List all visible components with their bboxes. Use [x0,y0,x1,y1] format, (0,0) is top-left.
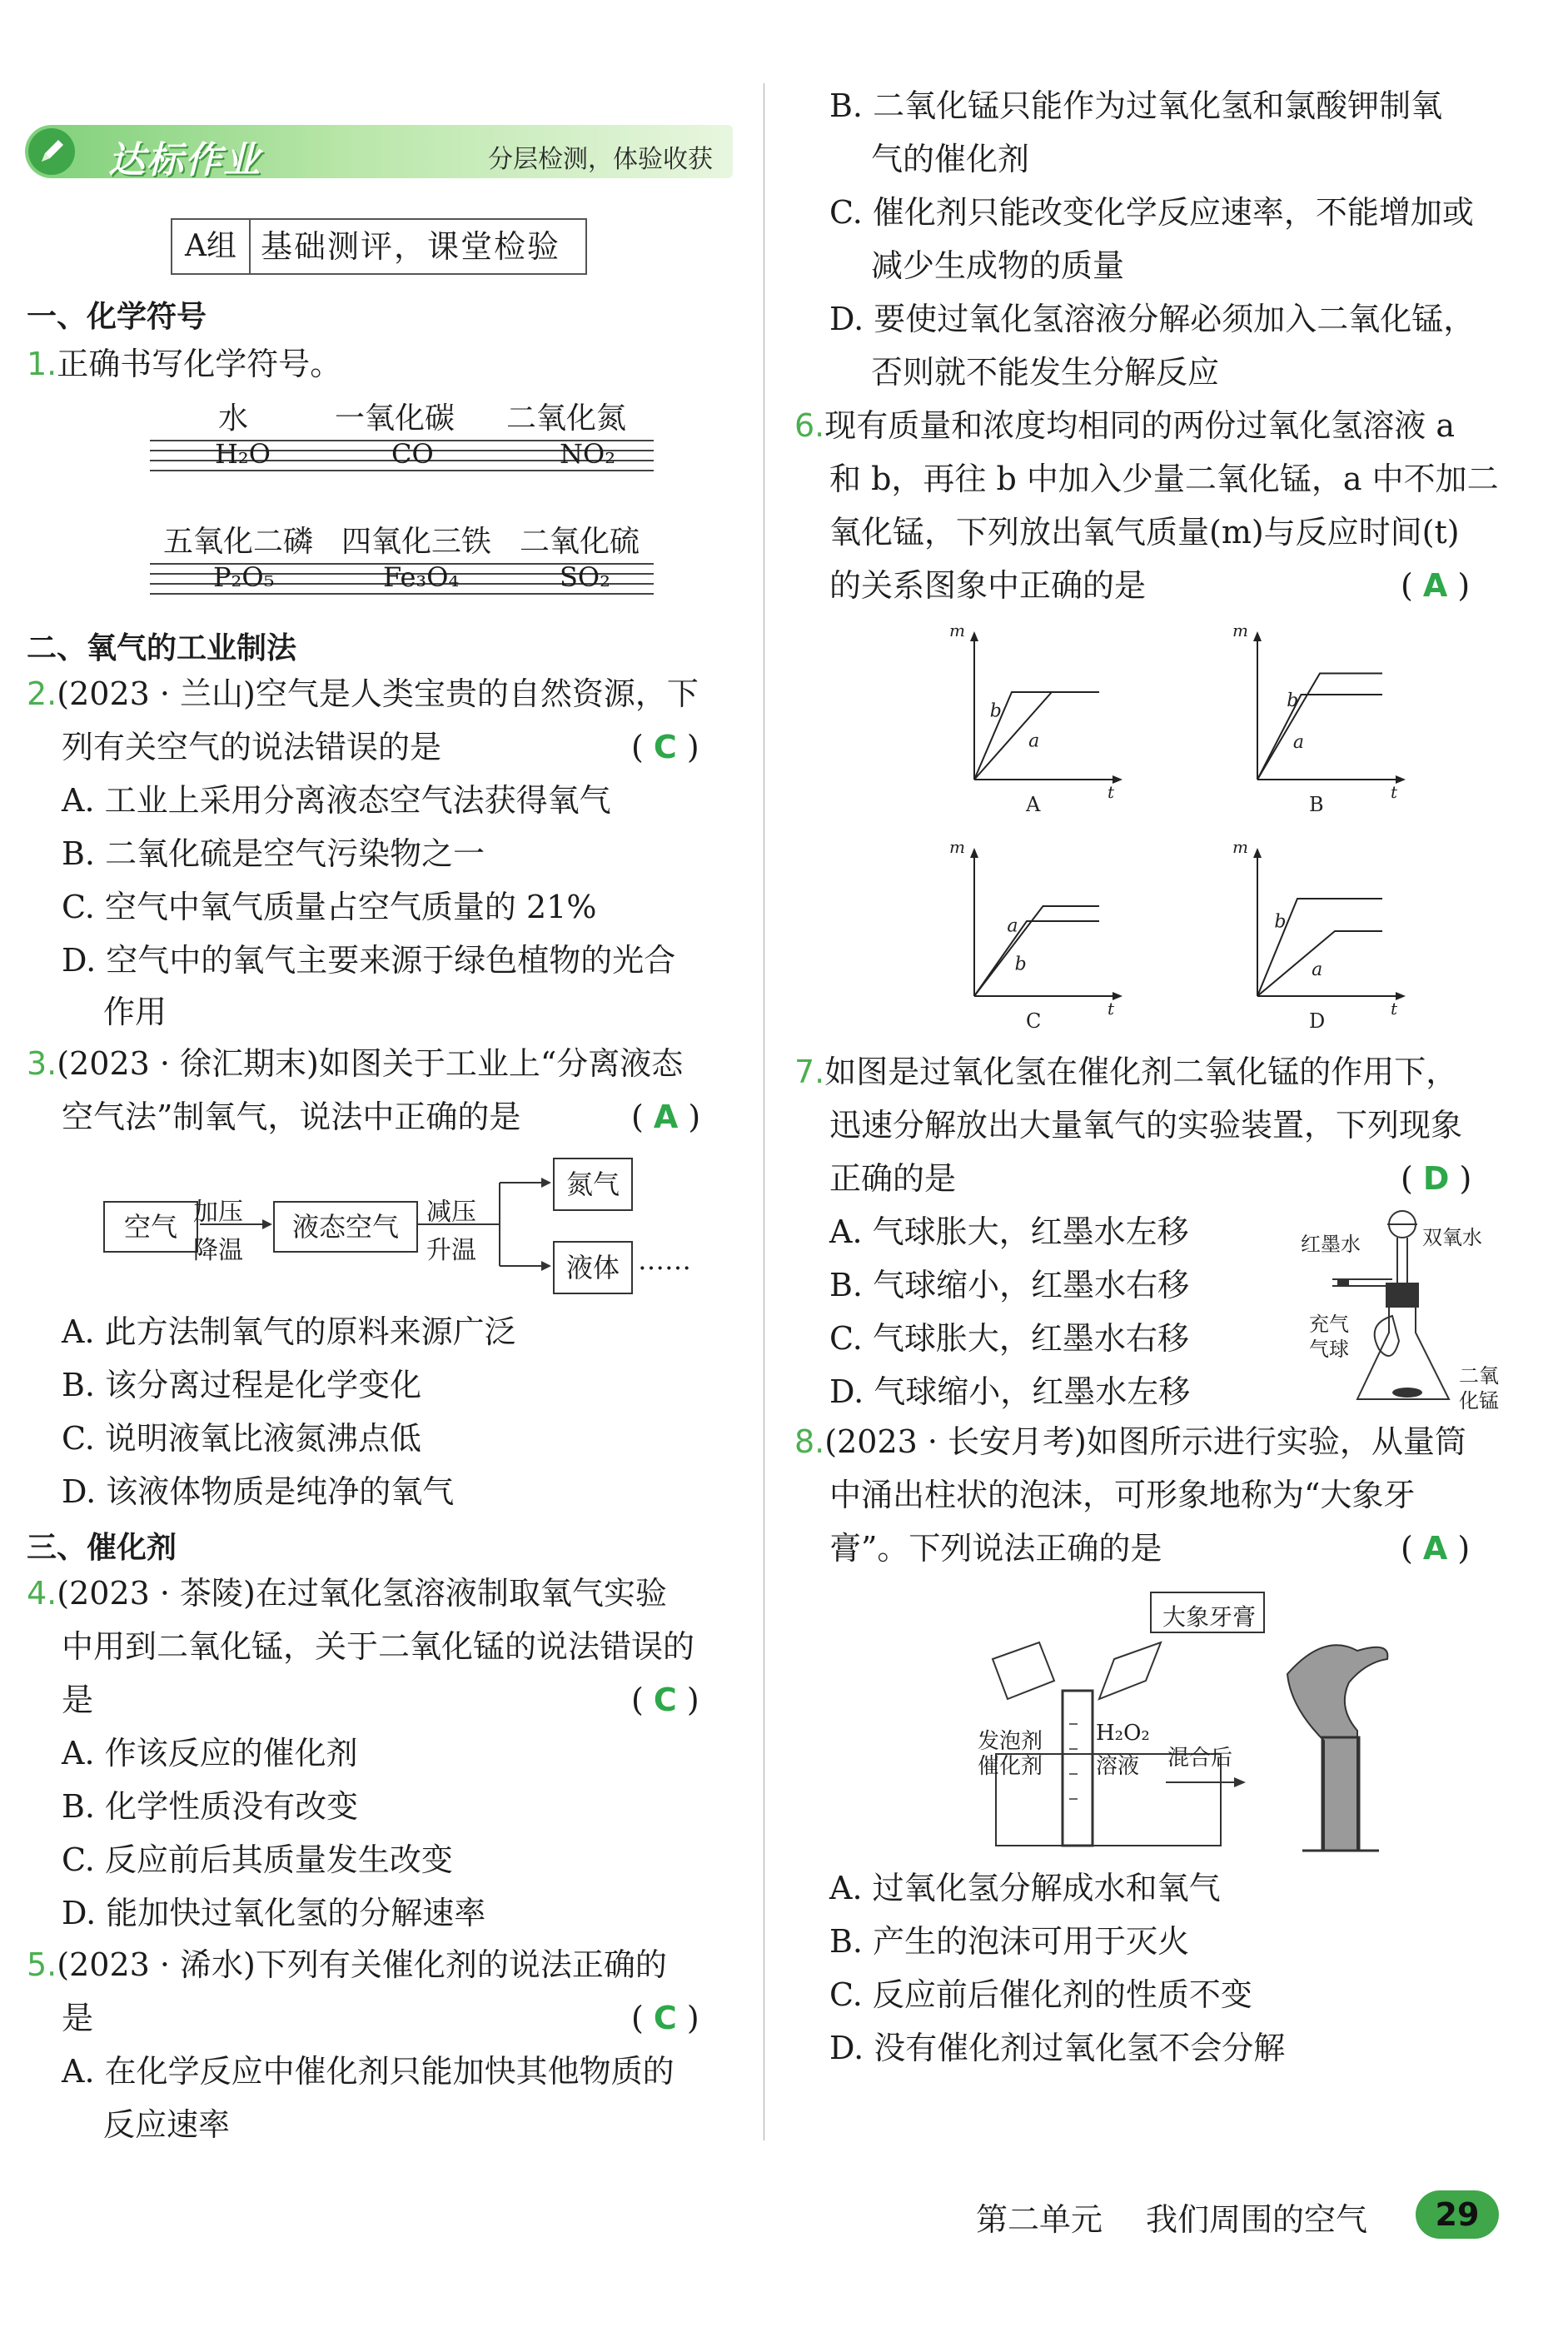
formula-answer: Fe₃O₄ [383,561,460,593]
answer-slot: ( C ) [631,2000,699,2036]
option: D. 没有催化剂过氧化氢不会分解 [829,2030,1286,2066]
series-line-b [1257,674,1382,780]
chart-label: B [1309,793,1324,816]
answer-letter: A [653,1099,679,1135]
question-text: (2023 · 兰山)空气是人类宝贵的自然资源，下 [57,675,699,712]
question-2-line [27,675,699,713]
label-balloon-2: 气球 [1309,1338,1349,1361]
arrow-head [541,1178,551,1188]
y-axis-label: m [949,620,965,640]
option: D. 气球缩小，红墨水左移 [829,1373,1191,1410]
option: B. 二氧化硫是空气污染物之一 [62,835,485,872]
chart-label: A [1026,793,1041,816]
y-axis-label: m [1232,620,1248,640]
flow-step1-bottom: 降温 [193,1236,243,1265]
option: B. 二氧化锰只能作为过氧化氢和氯酸钾制氧 [829,87,1443,124]
group-title: 基础测评，课堂检验 [261,228,561,265]
x-axis-label: t [1391,999,1398,1019]
symbol-name: 水 [218,401,249,436]
chart-label: C [1026,1009,1042,1033]
question-text: (2023 · 长安月考)如图所示进行实验，从量筒 [824,1423,1466,1460]
question-number: 6. [794,407,825,444]
group-label: A组 [172,220,251,273]
beaker-left [993,1642,1054,1699]
option: D. 该液体物质是纯净的氧气 [62,1473,455,1510]
question-number: 1. [27,346,57,382]
question-text: 如图是过氧化氢在催化剂二氧化锰的作用下， [824,1054,1458,1090]
question-5-line [27,1946,667,1984]
question-8-line [794,1423,1466,1461]
option: D. 能加快过氧化氢的分解速率 [62,1895,486,1931]
label-h2o2: H₂O₂ [1096,1721,1150,1746]
flow-liquid: 液体 [553,1241,633,1294]
question-7-line: 正确的是 [829,1160,957,1197]
label-mixed: 混合后 [1167,1746,1233,1771]
symbol-name: 四氧化三铁 [341,525,492,559]
option: C. 反应前后其质量发生改变 [62,1841,453,1878]
label-mno2-1: 二氧 [1459,1364,1499,1388]
y-axis-label: m [1232,837,1248,857]
figure-title: 大象牙膏 [1162,1603,1257,1631]
question-4-line: 是 [62,1682,94,1718]
option-continued: 作用 [103,994,167,1030]
symbol-name: 二氧化氮 [506,401,627,436]
series-label-a: a [1028,730,1040,752]
question-3-line [27,1044,683,1083]
label-solution: 溶液 [1096,1754,1140,1779]
question-6-line: 氧化锰，下列放出氧气质量(m)与反应时间(t) [829,514,1460,551]
question-number: 7. [794,1054,825,1090]
section-banner [25,125,733,182]
banner-title: 达标作业 [108,139,261,182]
formula-answer: SO₂ [560,561,610,593]
answer-letter: A [1422,567,1448,604]
answer-slot: ( A ) [1401,567,1471,604]
flask [1357,1308,1449,1399]
answer-letter: A [1422,1530,1448,1567]
option: A. 过氧化氢分解成水和氧气 [829,1870,1221,1906]
y-axis-arrow [970,631,978,641]
chart-label: D [1309,1009,1326,1033]
option: A. 此方法制氧气的原料来源广泛 [62,1313,516,1350]
series-line-b [974,921,1099,996]
q6-charts [933,616,1432,1049]
label-h2o2: 双氧水 [1422,1226,1482,1249]
question-text: (2023 · 徐汇期末)如图关于工业上“分离液态 [57,1045,684,1082]
label-catalyst: 催化剂 [978,1754,1043,1779]
answer-letter: C [653,2000,677,2036]
option: C. 反应前后催化剂的性质不变 [829,1976,1252,2013]
option: A. 作该反应的催化剂 [62,1735,358,1771]
question-6-line: 的关系图象中正确的是 [829,567,1147,604]
option: B. 化学性质没有改变 [62,1788,359,1825]
arrow-head [262,1219,272,1229]
formula-answer: NO₂ [560,438,616,470]
series-label-a: a [1292,731,1304,753]
answer-slot: ( D ) [1401,1160,1472,1197]
series-line-a [1257,695,1382,780]
x-axis-label: t [1108,782,1115,802]
question-4-line [27,1574,667,1612]
y-axis-arrow [1253,848,1262,858]
option: B. 该分离过程是化学变化 [62,1367,422,1403]
answer-letter: C [653,729,677,765]
arrow-head [541,1261,551,1271]
footer-unit: 第二单元 [976,2201,1103,2238]
option: A. 在化学反应中催化剂只能加快其他物质的 [62,2053,674,2090]
answer-letter: C [653,1682,677,1718]
formula-answer: H₂O [215,438,271,470]
question-6-line [794,406,1455,445]
group-header [171,218,587,275]
question-text: (2023 · 浠水)下列有关催化剂的说法正确的 [57,1946,667,1983]
y-axis-arrow [1253,631,1262,641]
page-number: 29 [1416,2190,1499,2239]
label-mno2-2: 化锰 [1459,1389,1499,1413]
answer-letter: D [1422,1160,1450,1197]
flow-liquid-air: 液态空气 [273,1201,418,1253]
foam-column [1287,1645,1387,1851]
option: A. 气球胀大，红墨水左移 [829,1213,1189,1250]
beaker-right [1099,1642,1161,1699]
question-7-line: 迅速分解放出大量氧气的实验装置，下列现象 [829,1107,1463,1144]
section-title-symbols: 一、化学符号 [27,300,207,334]
label-foaming-agent: 发泡剂 [978,1729,1043,1754]
question-5-line: 是 [62,2000,94,2036]
formula-answer: CO [391,438,434,470]
footer-title: 我们周围的空气 [1146,2201,1368,2238]
x-axis-label: t [1391,782,1398,802]
option-continued: 气的催化剂 [871,141,1030,177]
flow-step1-top: 加压 [193,1198,243,1227]
option: B. 产生的泡沫可用于灭火 [829,1923,1190,1960]
option: B. 气球缩小，红墨水右移 [829,1267,1190,1303]
option: D. 要使过氧化氢溶液分解必须加入二氧化锰， [829,301,1476,337]
symbol-name: 一氧化碳 [335,401,455,436]
x-axis-label: t [1108,999,1115,1019]
flow-air: 空气 [103,1201,198,1253]
flow-step2-bottom: 升温 [426,1236,476,1265]
series-label-b: b [1287,690,1299,711]
question-number: 8. [794,1423,825,1460]
question-4-line: 中用到二氧化锰，关于二氧化锰的说法错误的 [62,1628,695,1665]
question-2-line: 列有关空气的说法错误的是 [62,729,442,765]
question-text: 正确书写化学符号。 [57,346,342,382]
symbol-name: 五氧化二磷 [163,525,314,559]
option: C. 说明液氧比液氮沸点低 [62,1420,421,1457]
question-8-line: 中涌出柱状的泡沫，可形象地称为“大象牙 [829,1477,1416,1513]
flow-ellipsis: …… [638,1244,691,1276]
question-number: 3. [27,1045,57,1082]
symbol-name: 二氧化硫 [520,525,640,559]
series-label-a: a [1007,915,1018,937]
label-balloon-1: 充气 [1309,1313,1349,1336]
question-text: 现有质量和浓度均相同的两份过氧化氢溶液 a [824,407,1456,444]
question-3-line: 空气法”制氧气，说法中正确的是 [62,1099,521,1135]
section-title-catalyst: 三、催化剂 [27,1531,177,1565]
cylinder-left [1063,1691,1093,1846]
option: C. 催化剂只能改变化学反应速率，不能增加或 [829,194,1474,231]
banner-subtitle: 分层检测，体验收获 [488,145,713,174]
question-number: 4. [27,1575,57,1612]
flow-step2-top: 减压 [426,1198,476,1227]
option-continued: 减少生成物的质量 [871,247,1125,284]
series-label-b: b [989,700,1002,722]
question-6-line: 和 b，再往 b 中加入少量二氧化锰，a 中不加二 [829,461,1499,497]
option: A. 工业上采用分离液态空气法获得氧气 [62,782,611,819]
question-number: 2. [27,675,57,712]
question-text: (2023 · 茶陵)在过氧化氢溶液制取氧气实验 [57,1575,667,1612]
question-7-line [794,1053,1457,1091]
y-axis-arrow [970,848,978,858]
option: D. 空气中的氧气主要来源于绿色植物的光合 [62,942,676,979]
answer-slot: ( C ) [631,729,699,765]
question-number: 5. [27,1946,57,1983]
series-label-b: b [1274,911,1287,933]
option-continued: 反应速率 [103,2106,231,2143]
series-label-a: a [1312,959,1323,981]
answer-slot: ( A ) [631,1099,701,1135]
mno2-solid [1392,1388,1422,1398]
formula-answer: P₂O₅ [213,561,275,593]
option: C. 气球胀大，红墨水右移 [829,1320,1189,1357]
flow-nitrogen: 氮气 [553,1158,633,1211]
pencil-icon [28,128,75,175]
answer-slot: ( C ) [631,1682,699,1718]
answer-slot: ( A ) [1401,1530,1471,1567]
question-1 [27,345,341,383]
y-axis-label: m [949,837,965,857]
label-red-ink: 红墨水 [1301,1233,1361,1256]
ink-drop [1337,1279,1349,1286]
series-line-a [974,906,1099,996]
option: C. 空气中氧气质量占空气质量的 21% [62,889,597,925]
section-title-industrial: 二、氧气的工业制法 [27,631,297,665]
question-8-line: 膏”。下列说法正确的是 [829,1530,1162,1567]
option-continued: 否则就不能发生分解反应 [871,354,1220,391]
series-label-b: b [1014,954,1027,975]
